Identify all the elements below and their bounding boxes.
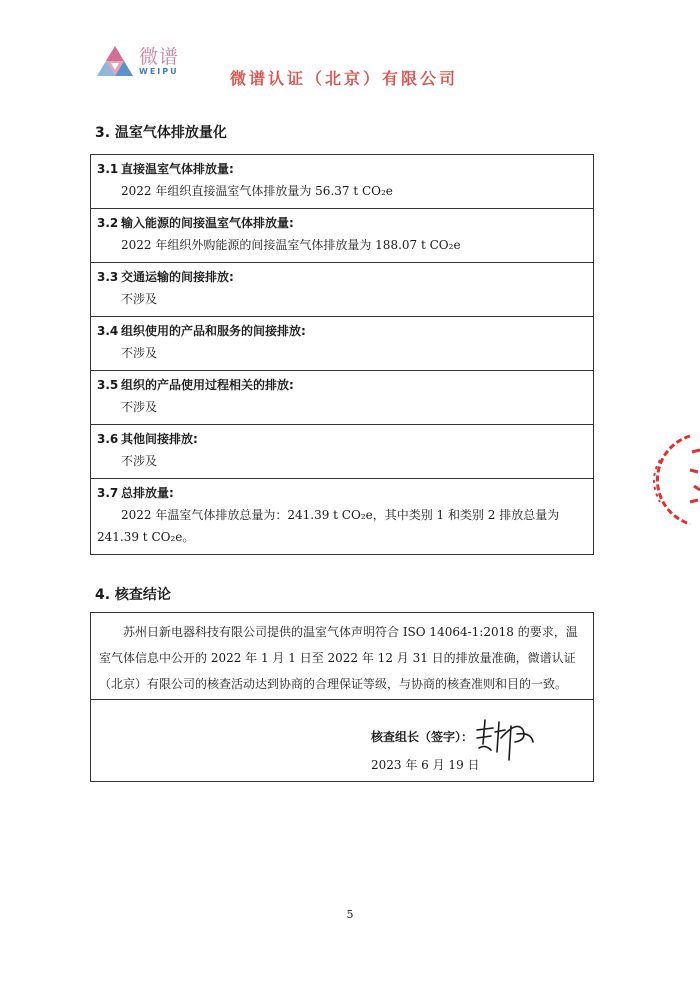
table-row <box>91 370 593 424</box>
row-label: 输入能源的间接温室气体排放量: <box>121 216 294 230</box>
row-text: 不涉及 <box>121 400 158 414</box>
row-text: 2022 年组织外购能源的间接温室气体排放量为 188.07 t CO₂e <box>121 238 461 252</box>
row-text: 不涉及 <box>121 346 158 360</box>
table-row <box>91 208 593 262</box>
row-label: 直接温室气体排放量: <box>121 162 234 176</box>
signature-date: 2023 年 6 月 19 日 <box>371 758 480 772</box>
weipu-logo-icon <box>95 44 135 78</box>
row-label: 交通运输的间接排放: <box>121 270 234 284</box>
row-text: 2022 年温室气体排放总量为：241.39 t CO₂e，其中类别 1 和类别 2 排放总量为 241.39 t CO₂e。 <box>97 508 560 544</box>
handwritten-signature-icon <box>471 708 543 764</box>
quantification-table <box>90 154 594 555</box>
row-label: 组织使用的产品和服务的间接排放: <box>121 324 306 338</box>
row-number: 3.5 <box>97 378 119 392</box>
table-row <box>91 424 593 478</box>
row-number: 3.3 <box>97 270 119 284</box>
row-number: 3.2 <box>97 216 119 230</box>
row-number: 3.1 <box>97 162 119 176</box>
signature-label: 核查组长（签字）： <box>371 730 474 744</box>
red-seal-stamp-icon <box>640 430 700 530</box>
logo-chinese-text: 微谱 <box>139 46 180 68</box>
row-number: 3.6 <box>97 432 119 446</box>
conclusion-table <box>90 612 594 782</box>
section-4-title: 4. 核查结论 <box>95 587 171 603</box>
page-number: 5 <box>346 908 354 921</box>
document-header <box>95 42 515 92</box>
row-number: 3.7 <box>97 486 119 500</box>
row-text: 不涉及 <box>121 454 158 468</box>
logo-english-text: WEIPU <box>139 67 179 76</box>
table-row <box>91 155 593 208</box>
row-label: 其他间接排放: <box>121 432 198 446</box>
section-3-title: 3. 温室气体排放量化 <box>95 125 227 141</box>
row-text: 不涉及 <box>121 292 158 306</box>
company-name: 微谱认证（北京）有限公司 <box>230 69 459 88</box>
conclusion-text: 苏州日新电器科技有限公司提供的温室气体声明符合 ISO 14064-1:2018 的要求，温室气体信息中公开的 2022 年 1 月 1 日至 2022 年 12 月 31 日的排放量准确，微谱认证（北京）有限公司的核查活动达到协商的合理保证等级，与协商的核查准则和目的一致。 <box>99 625 578 691</box>
row-number: 3.4 <box>97 324 119 338</box>
row-label: 组织的产品使用过程相关的排放: <box>121 378 294 392</box>
row-label: 总排放量: <box>121 486 174 500</box>
table-row <box>91 262 593 316</box>
row-text: 2022 年组织直接温室气体排放量为 56.37 t CO₂e <box>121 184 393 198</box>
signature-area <box>91 699 593 782</box>
table-row <box>91 478 593 554</box>
table-row <box>91 316 593 370</box>
